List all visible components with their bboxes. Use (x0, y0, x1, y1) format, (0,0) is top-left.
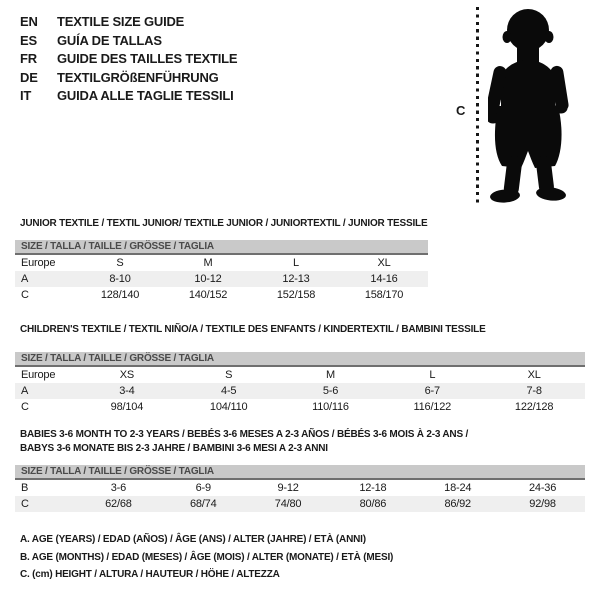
size-cell: 92/98 (529, 498, 556, 510)
guide-title: TEXTILE SIZE GUIDE (57, 14, 185, 29)
table-row (15, 383, 585, 399)
table-title: BABIES 3-6 MONTH TO 2-3 YEARS / BEBÉS 3-6 MESES A 2-3 AÑOS / BÉBÉS 3-6 MOIS À 2-3 ANS / (20, 429, 469, 440)
size-cell: 128/140 (100, 289, 140, 301)
size-cell: S (116, 257, 124, 269)
size-cell: 6-7 (424, 385, 440, 397)
table-row (15, 367, 585, 383)
row-label: Europe (21, 369, 56, 381)
size-cell: 4-5 (221, 385, 237, 397)
size-cell: 8-10 (109, 273, 131, 285)
size-cell: 158/170 (364, 289, 404, 301)
language-code: DE (20, 69, 38, 85)
size-cell: M (326, 369, 335, 381)
row-label: C (21, 498, 29, 510)
size-cell: XL (377, 257, 391, 269)
guide-title: GUÍA DE TALLAS (57, 32, 162, 48)
size-cell: 18-24 (444, 482, 472, 494)
table-row (15, 480, 585, 496)
size-table-babies (15, 480, 585, 512)
size-cell: M (203, 257, 213, 269)
row-label: Europe (21, 257, 56, 269)
size-cell: 68/74 (189, 498, 217, 510)
language-code: EN (20, 14, 38, 29)
size-cell: 74/80 (274, 498, 302, 510)
language-code: ES (20, 32, 37, 48)
note-age-months: B. AGE (MONTHS) / EDAD (MESES) / ÂGE (MOIS) / ALTER (MONATE) / ETÀ (MESI) (20, 551, 394, 563)
size-cell: L (429, 369, 436, 381)
guide-title: GUIDA ALLE TAGLIE TESSILI (57, 88, 234, 103)
size-cell: 122/128 (514, 401, 554, 413)
row-label: A (21, 385, 29, 397)
size-cell: 140/152 (188, 289, 228, 301)
row-label: C (21, 401, 29, 413)
row-label: C (21, 289, 29, 301)
size-cell: 62/68 (105, 498, 132, 510)
height-measure-label: C (456, 103, 466, 118)
size-table-children (15, 367, 585, 415)
size-cell: 12-18 (359, 482, 387, 494)
size-cell: XS (119, 369, 135, 381)
size-cell: XL (527, 369, 541, 381)
size-header-bar: SIZE / TALLA / TAILLE / GRÖSSE / TAGLIA (15, 240, 428, 255)
table-row (15, 255, 428, 271)
size-header-bar: SIZE / TALLA / TAILLE / GRÖSSE / TAGLIA (15, 352, 585, 367)
table-row (15, 271, 428, 287)
size-cell: 80/86 (359, 498, 387, 510)
size-cell: 7-8 (526, 385, 542, 397)
size-table-junior (15, 255, 428, 303)
size-cell: 3-4 (119, 385, 135, 397)
size-header-bar: SIZE / TALLA / TAILLE / GRÖSSE / TAGLIA (15, 465, 585, 480)
baby-silhouette-icon (488, 8, 576, 204)
table-row (15, 399, 585, 415)
height-measure-dotted-line (476, 7, 479, 207)
row-label: A (21, 273, 29, 285)
size-cell: 86/92 (444, 498, 471, 510)
language-list (20, 13, 237, 106)
junior-textile-section (15, 212, 428, 303)
table-row (15, 287, 428, 303)
table-title-line2: BABYS 3-6 MONATE BIS 2-3 JAHRE / BAMBINI 3-6 MESI A 2-3 ANNI (20, 442, 328, 454)
note-height-cm: C. (cm) HEIGHT / ALTURA / HAUTEUR / HÖHE / ALTEZZA (20, 569, 280, 581)
babies-textile-section (15, 424, 585, 512)
note-age-years: A. AGE (YEARS) / EDAD (AÑOS) / ÂGE (ANS) / ALTER (JAHRE) / ETÀ (ANNI) (20, 534, 366, 545)
guide-title: GUIDE DES TAILLES TEXTILE (57, 51, 238, 66)
legend-notes (20, 531, 393, 584)
size-cell: 12-13 (282, 273, 310, 285)
size-cell: 98/104 (110, 401, 144, 413)
row-label: B (21, 482, 29, 494)
size-cell: 24-36 (529, 482, 557, 494)
size-cell: 10-12 (194, 273, 222, 285)
size-cell: 6-9 (195, 482, 211, 494)
size-cell: 3-6 (110, 482, 127, 494)
size-cell: S (225, 369, 233, 381)
children-textile-section (15, 320, 585, 415)
table-title: JUNIOR TEXTILE / TEXTIL JUNIOR/ TEXTILE JUNIOR / JUNIORTEXTIL / JUNIOR TESSILE (20, 218, 428, 229)
table-row (15, 496, 585, 512)
size-cell: 110/116 (312, 401, 349, 413)
size-cell: L (293, 257, 299, 269)
table-title: CHILDREN'S TEXTILE / TEXTIL NIÑO/A / TEXTILE DES ENFANTS / KINDERTEXTIL / BAMBINI TESSILE (20, 324, 486, 335)
size-cell: 14-16 (370, 273, 398, 285)
size-cell: 9-12 (277, 482, 299, 494)
size-cell: 116/122 (413, 401, 452, 413)
language-code: FR (20, 51, 37, 66)
size-cell: 152/158 (276, 289, 316, 301)
language-code: IT (20, 88, 32, 103)
size-cell: 104/110 (209, 401, 248, 413)
guide-title: TEXTILGRÖßENFÜHRUNG (57, 69, 219, 85)
size-cell: 5-6 (322, 385, 339, 397)
